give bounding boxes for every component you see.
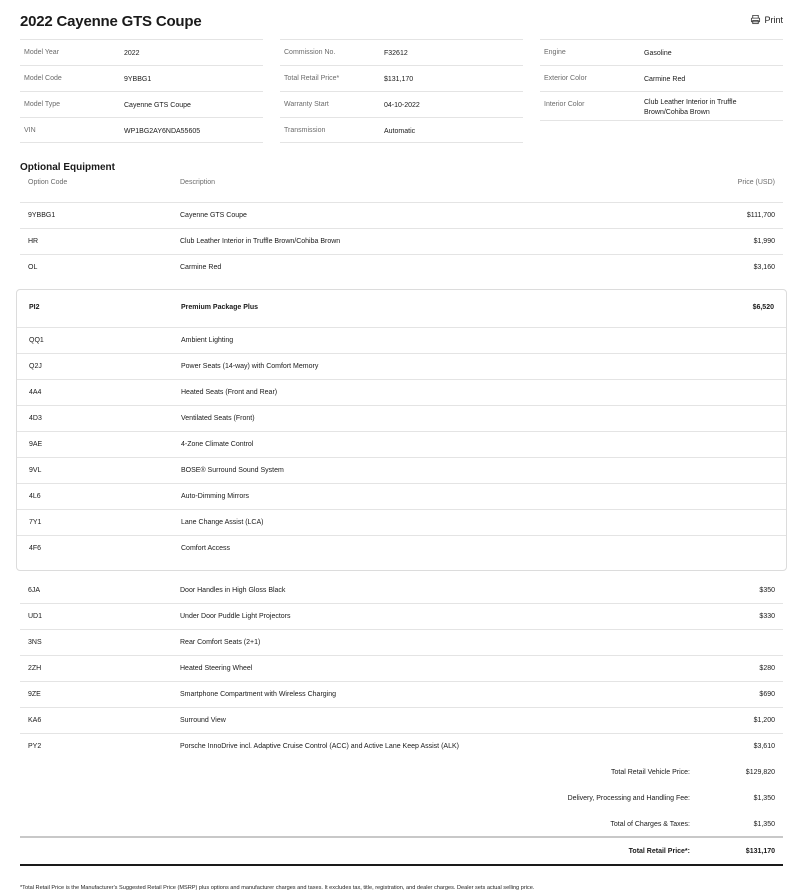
total-vehicle-value: $129,820 [745, 769, 775, 776]
option-code: 9VL [29, 467, 42, 474]
spec-label: Transmission [284, 127, 326, 134]
spec-label: Engine [544, 49, 566, 56]
spec-value: Cayenne GTS Coupe [124, 102, 191, 109]
spec-row [280, 65, 523, 91]
delivery-fee-label: Delivery, Processing and Handling Fee: [567, 795, 690, 802]
spec-value: 2022 [124, 50, 140, 57]
price-totals [20, 760, 783, 866]
package-item-row [17, 432, 786, 458]
print-label: Print [764, 14, 783, 25]
option-price: $1,200 [753, 717, 775, 724]
delivery-fee-value: $1,350 [753, 795, 775, 802]
delivery-fee-row [20, 786, 783, 812]
option-code: 4A4 [29, 389, 42, 396]
spec-value: Gasoline [644, 50, 672, 57]
option-code: UD1 [28, 613, 43, 620]
package-item-row [17, 406, 786, 432]
header-description: Description [180, 179, 216, 186]
option-description: Rear Comfort Seats (2+1) [180, 639, 261, 646]
option-price: $111,700 [746, 212, 775, 219]
spec-row [540, 65, 783, 91]
option-description: Porsche InnoDrive incl. Adaptive Cruise Control (ACC) and Active Lane Keep Assist (ALK) [180, 743, 459, 750]
option-code: OL [28, 264, 38, 271]
option-description: Surround View [180, 717, 226, 724]
package-code: PI2 [29, 304, 40, 311]
option-description: Lane Change Assist (LCA) [181, 519, 264, 526]
option-code: 4L6 [29, 493, 41, 500]
option-description: Auto-Dimming Mirrors [181, 493, 250, 500]
option-description: Heated Steering Wheel [180, 665, 253, 672]
charges-taxes-row [20, 812, 783, 838]
spec-label: Model Code [24, 75, 62, 82]
printer-icon [750, 14, 761, 25]
spec-value: Carmine Red [644, 76, 686, 83]
option-price: $3,160 [753, 264, 775, 271]
table-row [20, 734, 783, 760]
spec-value: 9YBBG1 [124, 76, 152, 83]
spec-value: Automatic [384, 128, 416, 135]
header-option-code: Option Code [28, 179, 68, 186]
option-description: Cayenne GTS Coupe [180, 212, 247, 219]
equipment-table-top [20, 174, 783, 281]
option-code: 2ZH [28, 665, 42, 672]
equipment-table-bottom [20, 578, 783, 760]
spec-row [540, 91, 783, 121]
grand-total-value: $131,170 [745, 848, 775, 855]
option-code: 3NS [28, 639, 42, 646]
grand-total-label: Total Retail Price*: [628, 848, 690, 855]
package-item-row [17, 536, 786, 562]
option-code: 9AE [29, 441, 43, 448]
charges-taxes-label: Total of Charges & Taxes: [610, 821, 690, 828]
option-code: PY2 [28, 743, 42, 750]
option-description: Ventilated Seats (Front) [181, 415, 255, 422]
option-code: 9YBBG1 [28, 212, 56, 219]
option-description: Under Door Puddle Light Projectors [180, 613, 291, 620]
spec-row [20, 39, 263, 65]
spec-label: Warranty Start [284, 101, 329, 108]
option-code: KA6 [28, 717, 42, 724]
spec-label: Model Type [24, 101, 61, 108]
option-description: BOSE® Surround Sound System [181, 467, 284, 474]
grand-total-row [20, 838, 783, 866]
spec-value: 04-10-2022 [384, 102, 420, 109]
spec-value: Club Leather Interior in Truffle Brown/Cohiba Brown [644, 99, 737, 116]
option-price: $1,990 [753, 238, 775, 245]
option-price: $280 [759, 665, 775, 672]
package-price: $6,520 [752, 304, 774, 311]
total-vehicle-row [20, 760, 783, 786]
option-description: Smartphone Compartment with Wireless Charging [180, 691, 337, 698]
option-price: $690 [759, 691, 775, 698]
option-description: Ambient Lighting [181, 337, 234, 344]
spec-row [20, 117, 263, 143]
option-code: Q2J [29, 363, 42, 370]
table-row [20, 656, 783, 682]
spec-value: WP1BG2AY6NDA55605 [124, 128, 201, 135]
optional-equipment-title: Optional Equipment [20, 162, 115, 173]
spec-row [280, 39, 523, 65]
spec-row [280, 117, 523, 143]
table-row [20, 578, 783, 604]
table-row [20, 604, 783, 630]
spec-label: Commission No. [284, 49, 336, 56]
spec-row [540, 39, 783, 65]
option-code: 4D3 [29, 415, 42, 422]
option-description: Comfort Access [181, 545, 231, 552]
package-item-row [17, 328, 786, 354]
option-description: Heated Seats (Front and Rear) [181, 389, 278, 396]
table-row [20, 203, 783, 229]
option-code: QQ1 [29, 337, 44, 344]
table-row [20, 255, 783, 281]
option-code: 4F6 [29, 545, 42, 552]
option-code: HR [28, 238, 39, 245]
spec-column-2 [280, 39, 523, 143]
header-price: Price (USD) [737, 179, 775, 186]
spec-label: VIN [24, 127, 36, 134]
premium-package-box [16, 289, 787, 571]
print-button[interactable] [750, 14, 783, 25]
package-item-row [17, 484, 786, 510]
spec-label: Total Retail Price* [284, 75, 340, 82]
option-code: 6JA [28, 587, 41, 594]
table-row [20, 229, 783, 255]
spec-value: F32612 [384, 50, 408, 57]
spec-column-3 [540, 39, 783, 121]
spec-column-1 [20, 39, 263, 143]
spec-value: $131,170 [384, 76, 414, 83]
package-description: Premium Package Plus [181, 304, 259, 311]
option-description: Door Handles in High Gloss Black [180, 587, 286, 594]
option-price: $3,610 [753, 743, 775, 750]
spec-label: Interior Color [544, 101, 585, 108]
table-header [20, 174, 783, 203]
package-item-row [17, 354, 786, 380]
option-description: 4-Zone Climate Control [181, 441, 254, 448]
spec-row [280, 91, 523, 117]
spec-label: Model Year [24, 49, 60, 56]
total-vehicle-label: Total Retail Vehicle Price: [611, 769, 690, 776]
package-item-row [17, 510, 786, 536]
package-item-row [17, 380, 786, 406]
charges-taxes-value: $1,350 [753, 821, 775, 828]
option-description: Club Leather Interior in Truffle Brown/Cohiba Brown [180, 238, 341, 245]
spec-row [20, 91, 263, 117]
option-code: 7Y1 [29, 519, 42, 526]
option-description: Carmine Red [180, 264, 222, 271]
option-code: 9ZE [28, 691, 41, 698]
table-row [20, 708, 783, 734]
option-description: Power Seats (14-way) with Comfort Memory [181, 363, 319, 370]
spec-label: Exterior Color [544, 75, 587, 82]
option-price: $350 [759, 587, 775, 594]
footnote: *Total Retail Price is the Manufacturer's Suggested Retail Price (MSRP) plus options and manufacturer charges and taxes. It excludes tax, title, registration, and dealer charges. Dealer sets actual selling price. [20, 885, 535, 891]
package-header-row [17, 290, 786, 328]
table-row [20, 682, 783, 708]
package-item-row [17, 458, 786, 484]
table-row [20, 630, 783, 656]
page-title: 2022 Cayenne GTS Coupe [20, 13, 202, 30]
spec-row [20, 65, 263, 91]
option-price: $330 [759, 613, 775, 620]
